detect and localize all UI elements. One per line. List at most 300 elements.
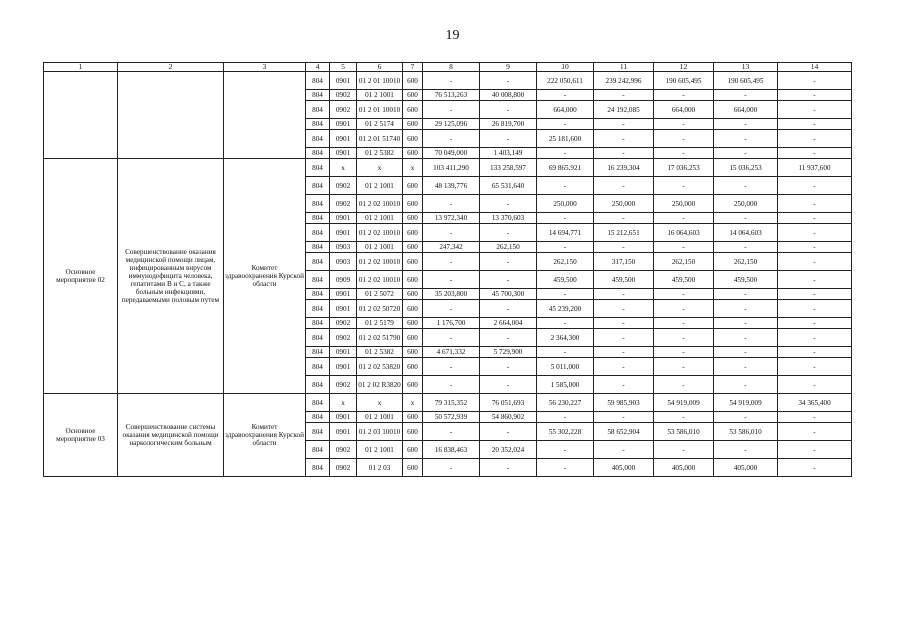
cell-c5: x [330,394,357,412]
cell-c5: 0909 [330,271,357,289]
cell-c10: 664,000 [537,101,594,119]
cell-c6: 01 2 1001 [357,412,403,423]
cell-c14: - [778,242,852,253]
cell-c5: 0902 [330,329,357,347]
cell-c11: - [594,318,654,329]
cell-c5: 0902 [330,441,357,459]
cell-c13: - [714,119,778,130]
cell-c13: 15 036,253 [714,159,778,177]
column-number: 2 [118,63,224,72]
cell-c5: 0901 [330,300,357,318]
cell-c12: 405,000 [654,459,714,477]
cell-c6: 01 2 5382 [357,347,403,358]
cell-c8: 16 838,463 [423,441,480,459]
cell-c8: - [423,358,480,376]
cell-c13: 405,000 [714,459,778,477]
cell-c10: - [537,412,594,423]
cell-c7: 600 [403,441,423,459]
cell-c12: - [654,289,714,300]
cell-c6: 01 2 02 51790 [357,329,403,347]
cell-c9: - [480,459,537,477]
cell-c8: 35 203,800 [423,289,480,300]
cell-c6: 01 2 1001 [357,177,403,195]
cell-c10: 45 239,200 [537,300,594,318]
cell-c9: - [480,224,537,242]
cell-c7: 600 [403,271,423,289]
cell-c12: 16 064,603 [654,224,714,242]
cell-c12: - [654,130,714,148]
cell-c8: 247,342 [423,242,480,253]
cell-c12: - [654,441,714,459]
cell-c6: 01 2 02 10010 [357,195,403,213]
cell-c11: 317,150 [594,253,654,271]
responsible-executor [224,72,306,159]
cell-c9: - [480,130,537,148]
cell-c4: 804 [306,271,330,289]
cell-c8: - [423,253,480,271]
cell-c4: 804 [306,213,330,224]
table-row [44,159,852,177]
cell-c14: - [778,347,852,358]
cell-c7: x [403,394,423,412]
cell-c7: x [403,159,423,177]
table-row [44,72,852,90]
cell-c9: - [480,376,537,394]
cell-c4: 804 [306,159,330,177]
cell-c11: 405,000 [594,459,654,477]
cell-c10: - [537,441,594,459]
cell-c13: - [714,90,778,101]
cell-c8: 48 139,776 [423,177,480,195]
cell-c14: - [778,90,852,101]
cell-c5: 0901 [330,347,357,358]
cell-c10: - [537,459,594,477]
cell-c11: - [594,130,654,148]
cell-c6: 01 2 02 10010 [357,271,403,289]
cell-c9: 65 531,640 [480,177,537,195]
cell-c11: - [594,441,654,459]
cell-c9: - [480,329,537,347]
cell-c4: 804 [306,119,330,130]
cell-c4: 804 [306,347,330,358]
cell-c13: - [714,130,778,148]
cell-c7: 600 [403,90,423,101]
cell-c7: 600 [403,224,423,242]
cell-c8: - [423,271,480,289]
cell-c8: - [423,101,480,119]
cell-c14: - [778,289,852,300]
cell-c9: - [480,358,537,376]
cell-c9: - [480,195,537,213]
cell-c7: 600 [403,72,423,90]
cell-c8: - [423,423,480,441]
cell-c8: 4 671,332 [423,347,480,358]
cell-c11: 15 212,651 [594,224,654,242]
cell-c11: 239 242,996 [594,72,654,90]
cell-c5: 0901 [330,423,357,441]
cell-c9: 40 008,800 [480,90,537,101]
cell-c4: 804 [306,242,330,253]
cell-c12: - [654,242,714,253]
cell-c11: - [594,347,654,358]
cell-c6: 01 2 5179 [357,318,403,329]
cell-c13: - [714,289,778,300]
cell-c12: - [654,177,714,195]
budget-table [43,62,852,477]
cell-c10: 69 865,921 [537,159,594,177]
cell-c8: 70 049,000 [423,148,480,159]
column-number: 1 [44,63,118,72]
cell-c4: 804 [306,441,330,459]
cell-c12: - [654,213,714,224]
cell-c5: 0901 [330,224,357,242]
cell-c10: - [537,90,594,101]
cell-c6: 01 2 03 [357,459,403,477]
cell-c12: 664,000 [654,101,714,119]
cell-c4: 804 [306,148,330,159]
cell-c5: 0902 [330,101,357,119]
cell-c10: 222 050,611 [537,72,594,90]
column-number: 6 [357,63,403,72]
cell-c11: - [594,329,654,347]
cell-c8: 76 513,263 [423,90,480,101]
cell-c8: - [423,376,480,394]
cell-c14: - [778,412,852,423]
cell-c12: 190 605,495 [654,72,714,90]
cell-c10: - [537,289,594,300]
cell-c6: 01 2 01 10010 [357,72,403,90]
cell-c13: - [714,412,778,423]
cell-c9: 1 403,149 [480,148,537,159]
cell-c5: 0902 [330,90,357,101]
cell-c9: 2 664,004 [480,318,537,329]
cell-c5: 0901 [330,289,357,300]
cell-c6: 01 2 1001 [357,213,403,224]
cell-c14: - [778,213,852,224]
cell-c7: 600 [403,101,423,119]
cell-c8: - [423,300,480,318]
cell-c11: - [594,148,654,159]
cell-c7: 600 [403,358,423,376]
cell-c12: - [654,119,714,130]
cell-c11: - [594,90,654,101]
cell-c11: 250,000 [594,195,654,213]
cell-c11: - [594,289,654,300]
cell-c6: 01 2 02 50720 [357,300,403,318]
cell-c12: - [654,329,714,347]
cell-c14: - [778,459,852,477]
cell-c11: - [594,412,654,423]
cell-c5: 0901 [330,412,357,423]
cell-c13: 250,000 [714,195,778,213]
cell-c5: 0902 [330,318,357,329]
cell-c12: - [654,358,714,376]
cell-c14: 34 365,400 [778,394,852,412]
cell-c9: 13 370,603 [480,213,537,224]
cell-c8: - [423,329,480,347]
cell-c14: - [778,423,852,441]
cell-c10: 250,000 [537,195,594,213]
cell-c7: 600 [403,242,423,253]
column-number: 7 [403,63,423,72]
cell-c6: 01 2 5072 [357,289,403,300]
cell-c10: - [537,177,594,195]
cell-c13: - [714,148,778,159]
column-number: 8 [423,63,480,72]
cell-c9: - [480,300,537,318]
cell-c14: - [778,271,852,289]
cell-c10: 55 302,228 [537,423,594,441]
cell-c11: - [594,242,654,253]
cell-c4: 804 [306,329,330,347]
cell-c11: 59 985,903 [594,394,654,412]
column-number: 4 [306,63,330,72]
column-number: 11 [594,63,654,72]
cell-c14: - [778,253,852,271]
cell-c9: - [480,253,537,271]
cell-c10: 459,500 [537,271,594,289]
cell-c4: 804 [306,177,330,195]
cell-c4: 804 [306,318,330,329]
cell-c8: - [423,130,480,148]
cell-c8: 13 972,340 [423,213,480,224]
cell-c13: - [714,318,778,329]
cell-c7: 600 [403,459,423,477]
cell-c14: - [778,119,852,130]
cell-c5: 0902 [330,376,357,394]
cell-c6: 01 2 02 10010 [357,253,403,271]
cell-c10: - [537,318,594,329]
cell-c8: 103 411,290 [423,159,480,177]
cell-c4: 804 [306,300,330,318]
cell-c7: 600 [403,213,423,224]
cell-c11: - [594,119,654,130]
cell-c9: 133 258,597 [480,159,537,177]
cell-c5: 0901 [330,148,357,159]
cell-c14: - [778,148,852,159]
cell-c13: - [714,358,778,376]
responsible-executor: Комитет здравоохранения Курской области [224,159,306,394]
cell-c5: 0902 [330,195,357,213]
cell-c6: 01 2 1001 [357,90,403,101]
cell-c7: 600 [403,289,423,300]
cell-c13: 53 586,010 [714,423,778,441]
cell-c7: 600 [403,423,423,441]
cell-c6: 01 2 1001 [357,242,403,253]
cell-c7: 600 [403,300,423,318]
cell-c7: 600 [403,177,423,195]
cell-c14: - [778,318,852,329]
cell-c7: 600 [403,347,423,358]
cell-c14: - [778,101,852,119]
cell-c12: - [654,412,714,423]
cell-c12: 459,500 [654,271,714,289]
cell-c10: 2 364,300 [537,329,594,347]
cell-c12: - [654,148,714,159]
cell-c12: - [654,318,714,329]
cell-c6: x [357,394,403,412]
cell-c4: 804 [306,90,330,101]
cell-c5: 0901 [330,213,357,224]
cell-c9: 262,150 [480,242,537,253]
cell-c6: 01 2 5382 [357,148,403,159]
cell-c13: - [714,329,778,347]
cell-c12: - [654,90,714,101]
cell-c7: 600 [403,253,423,271]
cell-c5: 0901 [330,72,357,90]
event-description: Совершенствование системы оказания медицинской помощи наркологическим больным [118,394,224,477]
cell-c9: - [480,423,537,441]
event-label: Основное мероприятие 02 [44,159,118,394]
cell-c9: 20 352,024 [480,441,537,459]
cell-c5: 0903 [330,253,357,271]
cell-c5: 0901 [330,119,357,130]
cell-c13: - [714,347,778,358]
cell-c7: 600 [403,119,423,130]
cell-c6: 01 2 1001 [357,441,403,459]
cell-c7: 600 [403,318,423,329]
cell-c13: 190 605,495 [714,72,778,90]
table-row [44,394,852,412]
cell-c12: 17 036,253 [654,159,714,177]
cell-c12: - [654,347,714,358]
cell-c13: 14 064,603 [714,224,778,242]
cell-c8: - [423,195,480,213]
cell-c10: 262,150 [537,253,594,271]
cell-c5: 0901 [330,358,357,376]
column-number: 10 [537,63,594,72]
responsible-executor: Комитет здравоохранения Курской области [224,394,306,477]
cell-c8: 1 176,700 [423,318,480,329]
cell-c13: 664,000 [714,101,778,119]
cell-c14: - [778,329,852,347]
cell-c8: - [423,224,480,242]
event-description: Совершенствование оказания медицинской помощи лицам, инфицированным вирусом иммунодефицита человека, гепатитами В и С, а также больным инфекциями, передаваемыми половым путем [118,159,224,394]
cell-c9: - [480,101,537,119]
cell-c7: 600 [403,329,423,347]
cell-c7: 600 [403,130,423,148]
cell-c4: 804 [306,459,330,477]
column-number: 12 [654,63,714,72]
cell-c9: 54 860,902 [480,412,537,423]
cell-c9: 26 819,700 [480,119,537,130]
cell-c6: 01 2 02 R3820 [357,376,403,394]
cell-c4: 804 [306,376,330,394]
cell-c9: 5 729,900 [480,347,537,358]
event-label [44,72,118,159]
cell-c10: - [537,119,594,130]
cell-c6: 01 2 01 51740 [357,130,403,148]
cell-c6: x [357,159,403,177]
cell-c13: - [714,213,778,224]
cell-c6: 01 2 02 10010 [357,224,403,242]
cell-c7: 600 [403,412,423,423]
cell-c14: - [778,177,852,195]
cell-c13: - [714,177,778,195]
cell-c10: 25 181,600 [537,130,594,148]
cell-c11: 24 192,085 [594,101,654,119]
cell-c11: 58 652,904 [594,423,654,441]
cell-c7: 600 [403,148,423,159]
cell-c14: - [778,441,852,459]
cell-c14: - [778,358,852,376]
cell-c9: - [480,271,537,289]
cell-c8: 50 572,939 [423,412,480,423]
event-description [118,72,224,159]
cell-c13: - [714,376,778,394]
cell-c13: - [714,300,778,318]
cell-c11: 16 239,304 [594,159,654,177]
cell-c8: 79 315,352 [423,394,480,412]
cell-c5: x [330,159,357,177]
cell-c4: 804 [306,358,330,376]
cell-c12: - [654,300,714,318]
cell-c4: 804 [306,195,330,213]
cell-c14: - [778,300,852,318]
cell-c10: - [537,242,594,253]
cell-c10: 56 230,227 [537,394,594,412]
cell-c11: - [594,376,654,394]
cell-c13: 262,150 [714,253,778,271]
cell-c10: 14 694,771 [537,224,594,242]
cell-c5: 0902 [330,459,357,477]
cell-c9: 76 051,693 [480,394,537,412]
column-number: 3 [224,63,306,72]
column-number: 14 [778,63,852,72]
cell-c10: 5 011,000 [537,358,594,376]
cell-c10: - [537,148,594,159]
cell-c14: - [778,195,852,213]
column-number: 13 [714,63,778,72]
cell-c11: - [594,213,654,224]
cell-c4: 804 [306,72,330,90]
cell-c4: 804 [306,101,330,119]
page-number: 19 [445,28,460,43]
cell-c5: 0901 [330,130,357,148]
cell-c8: - [423,459,480,477]
cell-c4: 804 [306,289,330,300]
cell-c11: - [594,358,654,376]
cell-c6: 01 2 02 53820 [357,358,403,376]
cell-c10: - [537,213,594,224]
cell-c4: 804 [306,224,330,242]
cell-c8: - [423,72,480,90]
cell-c10: - [537,347,594,358]
cell-c9: 45 700,300 [480,289,537,300]
cell-c6: 01 2 01 10010 [357,101,403,119]
cell-c4: 804 [306,130,330,148]
cell-c11: - [594,300,654,318]
cell-c13: 459,500 [714,271,778,289]
cell-c13: 54 919,009 [714,394,778,412]
cell-c7: 600 [403,195,423,213]
cell-c11: 459,500 [594,271,654,289]
cell-c5: 0903 [330,242,357,253]
event-label: Основное мероприятие 03 [44,394,118,477]
cell-c14: - [778,224,852,242]
cell-c8: 29 125,096 [423,119,480,130]
cell-c4: 804 [306,394,330,412]
cell-c14: - [778,130,852,148]
column-number: 5 [330,63,357,72]
cell-c4: 804 [306,423,330,441]
cell-c11: - [594,177,654,195]
cell-c12: 262,150 [654,253,714,271]
cell-c12: 54 919,009 [654,394,714,412]
cell-c10: 1 585,000 [537,376,594,394]
column-number-row [44,63,852,72]
cell-c7: 600 [403,376,423,394]
